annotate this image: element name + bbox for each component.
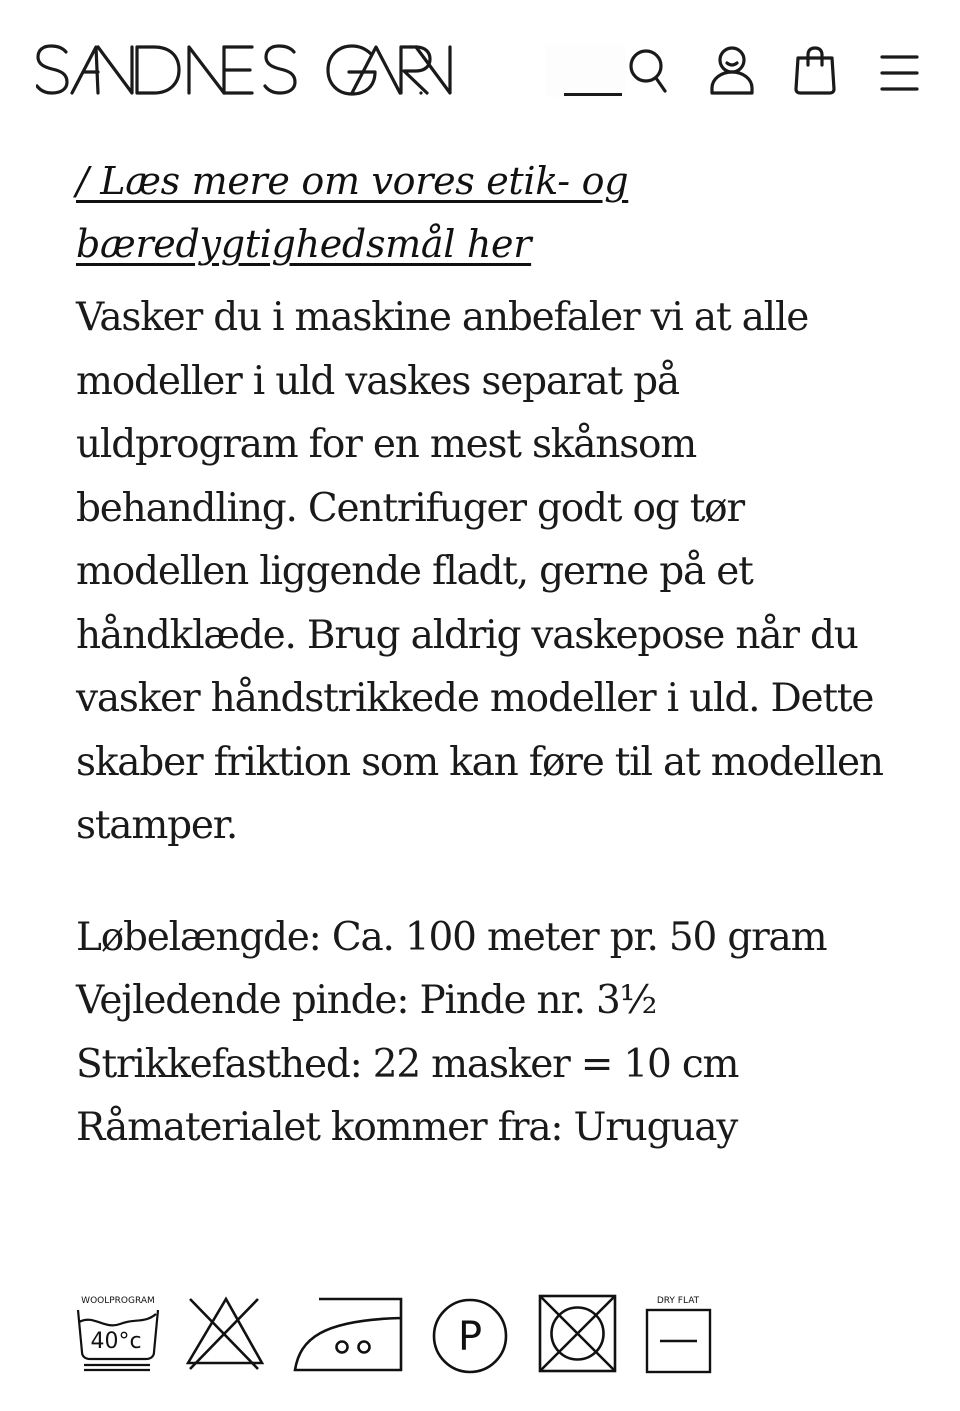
dry-clean-p-icon [432,1298,510,1376]
no-bleach-icon [186,1294,266,1374]
search-button[interactable] [628,48,668,96]
menu-button[interactable] [880,54,920,92]
site-header [0,0,960,140]
svg-text:40°c: 40°c [90,1329,142,1354]
spec-needles: Vejledende pinde: Pinde nr. 3½ [76,978,657,1023]
dry-flat-icon [644,1294,714,1374]
menu-icon [880,54,920,92]
spec-origin: Råmaterialet kommer fra: Uruguay [76,1105,738,1150]
account-icon [708,46,756,96]
search-underline [564,93,622,96]
sandnes-garn-logo[interactable] [36,44,452,96]
spec-yardage: Løbelængde: Ca. 100 meter pr. 50 gram [76,914,827,960]
svg-text:DRY FLAT: DRY FLAT [656,1296,700,1306]
no-tumble-dry-icon [538,1294,618,1374]
account-button[interactable] [708,46,756,96]
iron-two-dots-icon [292,1294,404,1374]
yarn-specifications [76,906,896,1160]
product-description [76,150,896,1160]
svg-text:P: P [457,1314,483,1360]
search-field[interactable] [546,45,626,97]
cart-button[interactable] [793,46,837,96]
svg-text:WOOLPROGRAM: WOOLPROGRAM [81,1296,155,1306]
ethics-sustainability-link[interactable]: / Læs mere om vores etik- og bæredygtighedsmål her [76,159,629,266]
search-input[interactable] [564,55,626,87]
care-instructions-text: Vasker du i maskine anbefaler vi at alle modeller i uld vaskes separat på uldprogram for en mest skånsom behandling. Centrifuger godt og tør modellen liggende fladt, gerne på et håndklæde. Brug aldrig vaskepose når du vasker håndstrikkede modeller i uld. Dette skaber friktion som kan føre til at modellen stamper. [76,295,883,848]
care-symbols [76,1290,736,1380]
shopping-bag-icon [793,46,837,96]
spec-gauge: Strikkefasthed: 22 masker = 10 cm [76,1041,739,1087]
wash-wool-40-icon [76,1294,160,1374]
search-icon [628,48,668,96]
